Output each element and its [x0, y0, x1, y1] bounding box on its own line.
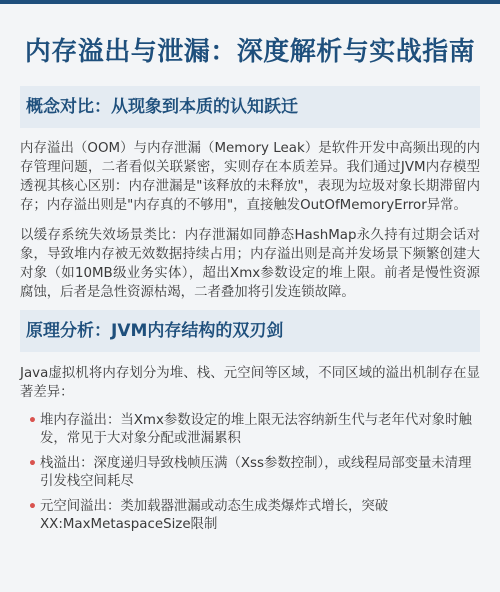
list-item-stack-overflow — [30, 455, 480, 491]
list-item-text: 栈溢出：深度递归导致栈帧压满（Xss参数控制），或线程局部变量未清理引发栈空间耗尽 — [40, 456, 472, 489]
concept-paragraph-1: 内存溢出（OOM）与内存泄漏（Memory Leak）是软件开发中高频出现的内存管理问题，二者看似关联紧密，实则存在本质差异。我们通过JVM内存模型透视其核心区别：内存泄漏是"该释放的未释放"，表现为垃圾对象长期滞留内存；内存溢出则是"内存真的不够用"，直接触发OutOfMemoryError异常。 — [20, 141, 480, 213]
page-title: 内存溢出与泄漏：深度解析与实战指南 — [24, 37, 476, 67]
list-item-metaspace-overflow — [30, 498, 480, 534]
list-item-text: 元空间溢出：类加载器泄漏或动态生成类爆炸式增长，突破XX:MaxMetaspaceSize限制 — [40, 499, 389, 532]
bullet-dot-icon: • — [28, 413, 37, 429]
section-header-concept: 概念对比：从现象到本质的认知跃迁 — [20, 86, 480, 128]
principle-intro-paragraph: Java虚拟机将内存划分为堆、栈、元空间等区域，不同区域的溢出机制存在显著差异： — [20, 366, 480, 400]
concept-paragraph-2: 以缓存系统失效场景类比：内存泄漏如同静态HashMap永久持有过期会话对象，导致堆内存被无效数据持续占用；内存溢出则是高并发场景下频繁创建大对象（如10MB级业务实体），超出Xmx参数设定的堆上限。前者是慢性资源腐蚀，后者是急性资源枯竭，二者叠加将引发连锁故障。 — [20, 228, 480, 300]
bullet-list — [20, 412, 480, 534]
bullet-dot-icon: • — [28, 499, 37, 515]
list-item-text: 堆内存溢出：当Xmx参数设定的堆上限无法容纳新生代与老年代对象时触发，常见于大对象分配或泄漏累积 — [40, 413, 472, 446]
section-header-principle: 原理分析：JVM内存结构的双刃剑 — [20, 310, 480, 352]
list-item-heap-overflow — [30, 412, 480, 448]
bullet-dot-icon: • — [28, 456, 37, 472]
